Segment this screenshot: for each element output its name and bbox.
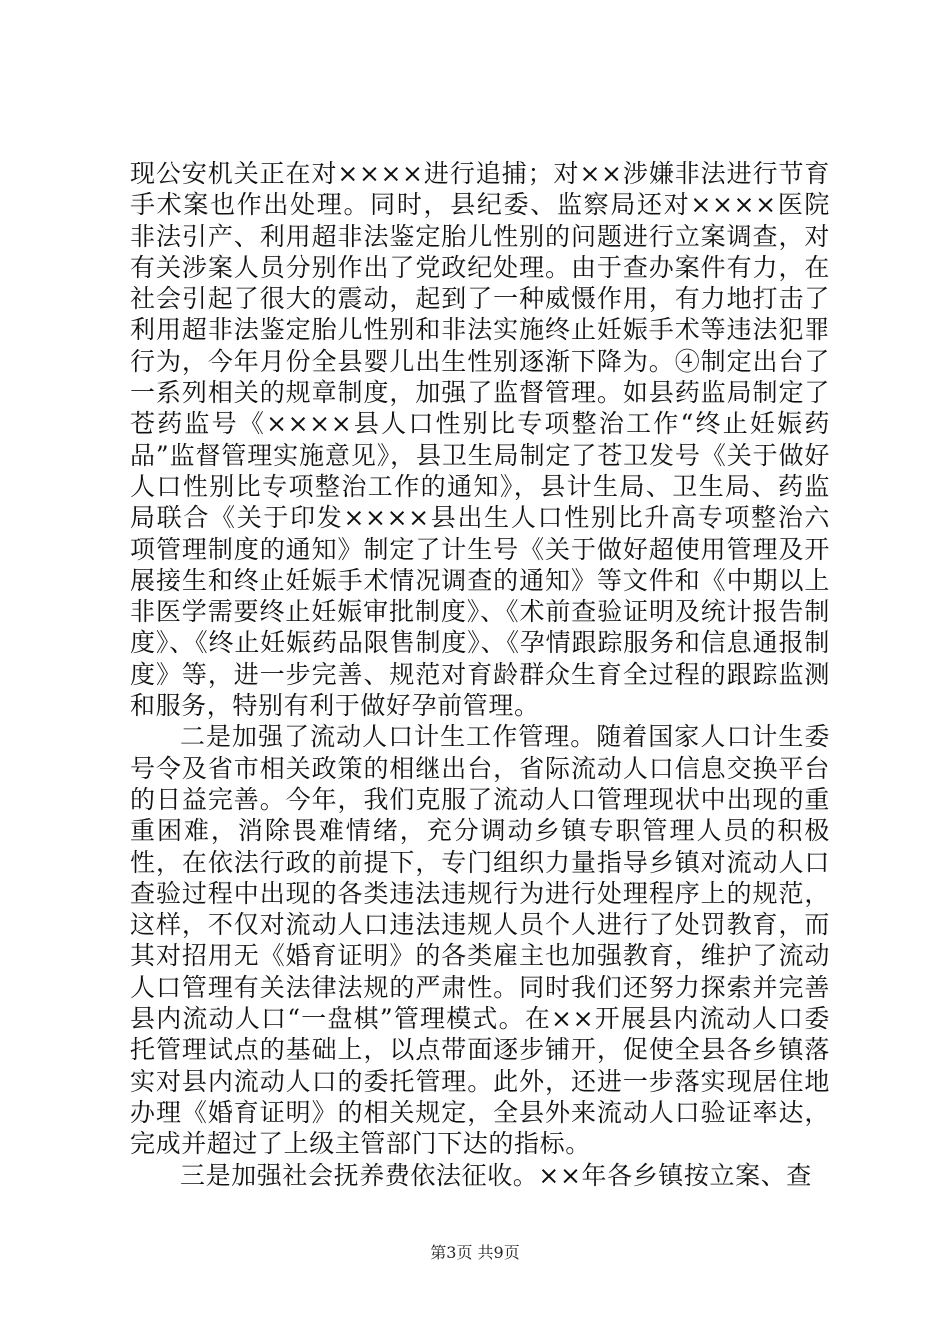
document-body	[130, 158, 830, 1191]
paragraph-1: 现公安机关正在对××××进行追捕；对××涉嫌非法进行节育手术案也作出处理。同时，县纪委、监察局还对××××医院非法引产、利用超非法鉴定胎儿性别的问题进行立案调查，对有关涉案人员分别作出了党政纪处理。由于查办案件有力，在社会引起了很大的震动，起到了一种威慑作用，有力地打击了利用超非法鉴定胎儿性别和非法实施终止妊娠手术等违法犯罪行为，今年月份全县婴儿出生性别逐渐下降为。④制定出台了一系列相关的规章制度，加强了监督管理。如县药监局制定了苍药监号《××××县人口性别比专项整治工作“终止妊娠药品”监督管理实施意见》，县卫生局制定了苍卫发号《关于做好人口性别比专项整治工作的通知》，县计生局、卫生局、药监局联合《关于印发××××县出生人口性别比升高专项整治六项管理制度的通知》制定了计生号《关于做好超使用管理及开展接生和终止妊娠手术情况调查的通知》等文件和《中期以上非医学需要终止妊娠审批制度》、《术前查验证明及统计报告制度》、《终止妊娠药品限售制度》、《孕情跟踪服务和信息通报制度》等，进一步完善、规范对育龄群众生育全过程的跟踪监测和服务，特别有利于做好孕前管理。	[130, 159, 830, 721]
paragraph-2: 二是加强了流动人口计生工作管理。随着国家人口计生委号令及省市相关政策的相继出台，省际流动人口信息交换平台的日益完善。今年，我们克服了流动人口管理现状中出现的重重困难，消除畏难情绪，充分调动乡镇专职管理人员的积极性，在依法行政的前提下，专门组织力量指导乡镇对流动人口查验过程中出现的各类违法违规行为进行处理程序上的规范，这样，不仅对流动人口违法违规人员个人进行了处罚教育，而其对招用无《婚育证明》的各类雇主也加强教育，维护了流动人口管理有关法律法规的严肃性。同时我们还努力探索并完善县内流动人口“一盘棋”管理模式。在××开展县内流动人口委托管理试点的基础上，以点带面逐步铺开，促使全县各乡镇落实对县内流动人口的委托管理。此外，还进一步落实现居住地办理《婚育证明》的相关规定，全县外来流动人口验证率达，完成并超过了上级主管部门下达的指标。	[130, 722, 830, 1159]
page-number-label: 第3页 共9页	[430, 1243, 520, 1262]
paragraph-3: 三是加强社会抚养费依法征收。××年各乡镇按立案、查	[180, 1160, 812, 1190]
page-footer	[0, 1240, 950, 1263]
